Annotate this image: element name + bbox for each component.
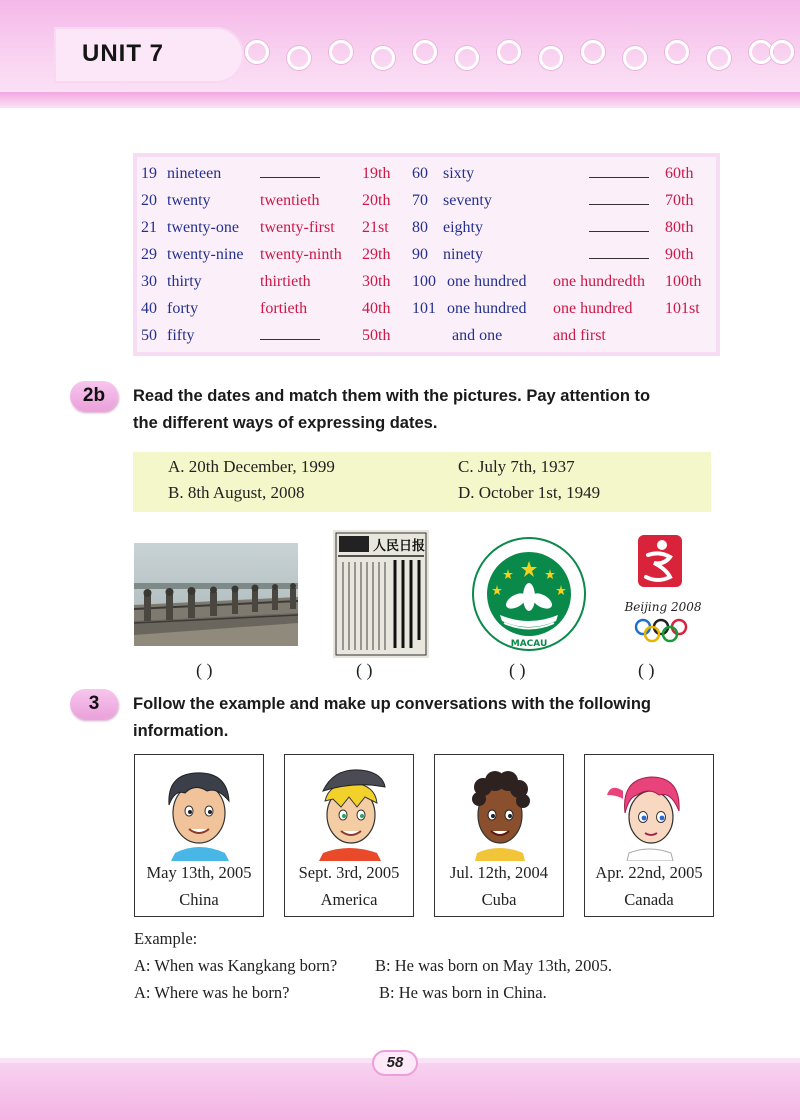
card-date: Apr. 22nd, 2005: [595, 863, 703, 882]
number-word: twenty: [167, 192, 211, 209]
ordinal: 90th: [665, 246, 694, 263]
number-word: seventy: [443, 192, 492, 209]
number: 70: [412, 192, 428, 209]
answer-paren-3[interactable]: ( ): [509, 660, 526, 680]
ordinal: 50th: [362, 327, 391, 344]
ordinal-word: thirtieth: [260, 273, 311, 290]
number: 30: [141, 273, 157, 290]
ordinal: 100th: [665, 273, 702, 290]
number: 29: [141, 246, 157, 263]
number: 60: [412, 165, 428, 182]
ring-icon: [665, 40, 689, 64]
ordinal-word: twentieth: [260, 192, 320, 209]
number: 21: [141, 219, 157, 236]
number: 40: [141, 300, 157, 317]
ordinal: 30th: [362, 273, 391, 290]
ordinal: 19th: [362, 165, 391, 182]
ring-icon: [497, 40, 521, 64]
person-card-canada: [584, 754, 714, 917]
number: 50: [141, 327, 157, 344]
card-place: Cuba: [481, 890, 517, 909]
ordinal-word: twenty-first: [260, 219, 335, 236]
ring-icon: [413, 40, 437, 64]
decorative-rings: [240, 36, 800, 76]
card-place: China: [179, 890, 219, 909]
section-badge-3: 3: [70, 689, 118, 719]
beijing-2008-logo: [618, 533, 708, 648]
number-word: one hundred: [447, 300, 527, 317]
ring-icon: [707, 46, 731, 70]
number-word: ninety: [443, 246, 483, 263]
number-word: eighty: [443, 219, 483, 236]
answer-blank: [589, 245, 649, 265]
instruction-line-2: information.: [133, 722, 229, 740]
ordinal-word: one hundredth: [553, 273, 645, 290]
ordinal-word: fortieth: [260, 300, 308, 317]
ring-icon: [623, 46, 647, 70]
ordinal-word: one hundred: [553, 300, 633, 317]
number-word: twenty-one: [167, 219, 239, 236]
option-a: A. 20th December, 1999: [168, 457, 335, 476]
number: 101: [412, 300, 436, 317]
ordinal: 29th: [362, 246, 391, 263]
girl-curly-portrait: [445, 761, 553, 861]
number: 90: [412, 246, 428, 263]
card-place: Canada: [624, 890, 674, 909]
option-d: D. October 1st, 1949: [458, 483, 601, 502]
newspaper-title: 人民日报: [373, 539, 426, 554]
example-answer-2: B: He was born in China.: [379, 983, 547, 1002]
answer-paren-2[interactable]: ( ): [356, 660, 373, 680]
instruction-line-1: Read the dates and match them with the pictures. Pay attention to: [133, 387, 651, 405]
section-badge-2b: 2b: [70, 381, 118, 411]
ordinal: 20th: [362, 192, 391, 209]
card-date: Sept. 3rd, 2005: [298, 863, 400, 882]
example-label: Example:: [134, 929, 198, 948]
answer-paren-4[interactable]: ( ): [638, 660, 655, 680]
number: 100: [412, 273, 436, 290]
girl-pink-hair-portrait: [595, 761, 703, 861]
number: 80: [412, 219, 428, 236]
ring-icon: [287, 46, 311, 70]
ordinal-word: and first: [553, 327, 606, 344]
ring-icon: [245, 40, 269, 64]
ordinal-word: twenty-ninth: [260, 246, 342, 263]
answer-blank: [589, 164, 649, 184]
instruction-line-1: Follow the example and make up conversations with the following: [133, 695, 651, 713]
ring-icon: [371, 46, 395, 70]
answer-blank: [589, 218, 649, 238]
ring-icon: [539, 46, 563, 70]
ring-icon: [329, 40, 353, 64]
ring-icon: [770, 40, 794, 64]
page-number: 58: [372, 1050, 418, 1076]
number-word: fifty: [167, 327, 195, 344]
answer-paren-1[interactable]: ( ): [196, 660, 213, 680]
card-date: Jul. 12th, 2004: [449, 863, 549, 882]
answer-blank: [589, 191, 649, 211]
ring-icon: [455, 46, 479, 70]
option-c: C. July 7th, 1937: [458, 457, 575, 476]
number-word: one hundred: [447, 273, 527, 290]
header-stripe: [0, 92, 800, 108]
ordinal: 60th: [665, 165, 694, 182]
person-card-america: [284, 754, 414, 917]
newspaper-photo: [333, 530, 429, 658]
macau-emblem: [468, 535, 590, 653]
ordinal: 101st: [665, 300, 700, 317]
example-question-1: A: When was Kangkang born?: [134, 956, 338, 975]
beijing-text: Beijing 2008: [624, 600, 702, 614]
boy-cap-portrait: [295, 761, 403, 861]
ring-icon: [581, 40, 605, 64]
answer-blank: [260, 164, 320, 184]
ordinal: 40th: [362, 300, 391, 317]
instruction-line-2: the different ways of expressing dates.: [133, 414, 438, 432]
boy-portrait: [145, 761, 253, 861]
card-place: America: [320, 890, 378, 909]
ordinal: 80th: [665, 219, 694, 236]
macau-label: MACAU: [510, 639, 548, 649]
number-word: sixty: [443, 165, 475, 182]
answer-blank: [260, 326, 320, 346]
number: 20: [141, 192, 157, 209]
unit-title: UNIT 7: [82, 40, 165, 67]
number-word: nineteen: [167, 165, 222, 182]
person-card-china: [134, 754, 264, 917]
number-word: thirty: [167, 273, 202, 290]
bridge-photo: [134, 543, 298, 646]
example-question-2: A: Where was he born?: [134, 983, 290, 1002]
person-card-cuba: [434, 754, 564, 917]
ordinal: 70th: [665, 192, 694, 209]
option-b: B. 8th August, 2008: [168, 483, 305, 502]
example-answer-1: B: He was born on May 13th, 2005.: [375, 956, 612, 975]
number-word: forty: [167, 300, 199, 317]
number-word: twenty-nine: [167, 246, 244, 263]
card-date: May 13th, 2005: [146, 863, 252, 882]
ordinal: 21st: [362, 219, 389, 236]
number-word: and one: [452, 327, 503, 344]
number: 19: [141, 165, 157, 182]
